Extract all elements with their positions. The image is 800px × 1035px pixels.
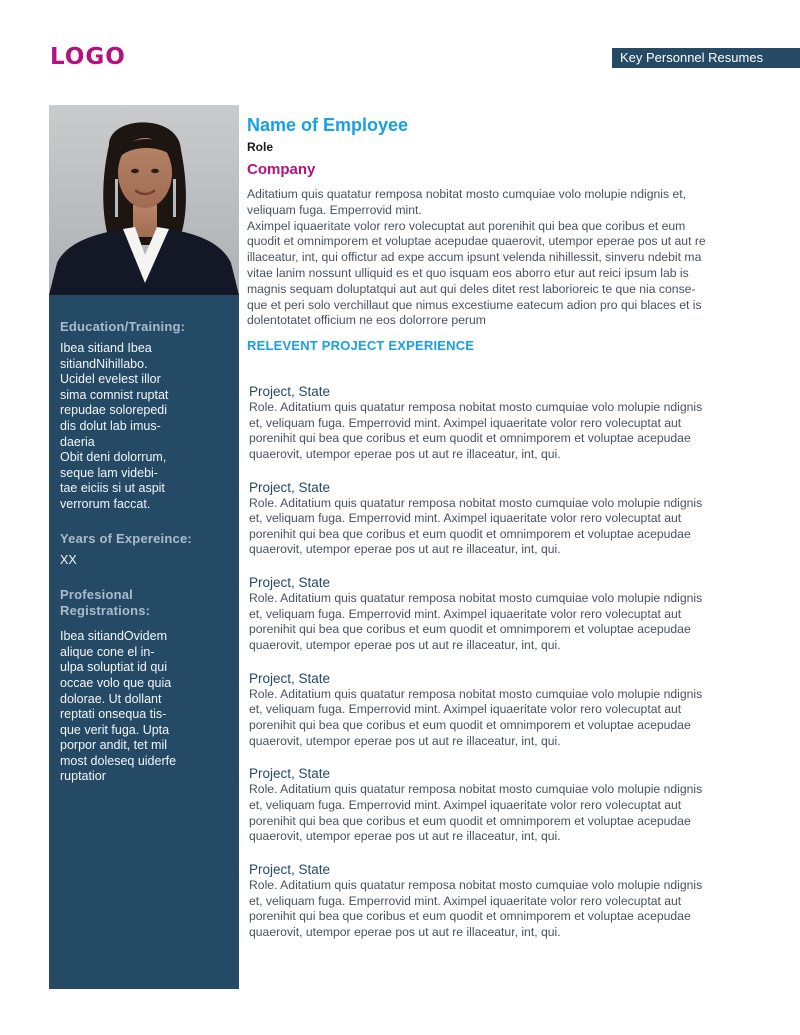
text-line: Ucidel evelest illor <box>60 372 161 387</box>
heading-line: Profesional <box>60 587 133 603</box>
employee-photo <box>49 105 239 295</box>
text-line: veliquam fuga. Emperrovid mint. <box>247 202 422 217</box>
experience-heading: RELEVENT PROJECT EXPERIENCE <box>247 338 475 354</box>
logo: LOGO <box>50 44 126 70</box>
project-list <box>249 383 754 957</box>
years-value: XX <box>60 552 77 567</box>
project-description <box>249 878 754 940</box>
text-line: dolorae. Ut dollant <box>60 691 162 706</box>
project-title: Project, State <box>249 479 331 495</box>
project-entry <box>249 765 754 861</box>
text-line: occae volo que quia <box>60 675 172 690</box>
text-line: quaerovit, utempor eperae pos ut aut re illaceatur, int, qui. <box>249 446 561 461</box>
education-heading: Education/Training: <box>60 319 186 334</box>
text-line: porenihit qui bea que coribus et eum quodit et omnimporem et voluptae acepudae <box>249 813 691 828</box>
education-text <box>60 341 235 513</box>
text-line: repudae solorepedi <box>60 403 168 418</box>
text-line: Role. Aditatium quis quatatur remposa nobitat mosto cumquiae volo molupie ndignis <box>249 400 703 414</box>
text-line: illaceatur, int, qui offictur ad expe accum ipsunt velenda nihillessit, sinveru ndebit ma <box>247 250 702 265</box>
employee-role: Role <box>247 140 274 154</box>
text-line: ulpa soluptiat id qui <box>60 660 168 675</box>
text-line: sitiandNihillabo. <box>60 356 148 371</box>
project-entry <box>249 383 754 479</box>
text-line: Role. Aditatium quis quatatur remposa nobitat mosto cumquiae volo molupie ndignis <box>249 877 703 892</box>
text-line: Obit deni dolorrum, <box>60 450 167 465</box>
sidebar <box>49 105 239 989</box>
text-line: que verit fuga. Upta <box>60 722 170 737</box>
project-description <box>249 782 754 844</box>
text-line: ruptatior <box>60 769 106 784</box>
text-line: quaerovit, utempor eperae pos ut aut re illaceatur, int, qui. <box>249 637 561 652</box>
text-line: Ibea sitiand Ibea <box>60 341 152 355</box>
text-line: porenihit qui bea que coribus et eum quodit et omnimporem et voluptae acepudae <box>249 431 691 446</box>
bio-paragraph <box>247 187 757 329</box>
project-title: Project, State <box>249 670 331 686</box>
text-line: daeria <box>60 434 95 449</box>
text-line: Role. Aditatium quis quatatur remposa nobitat mosto cumquiae volo molupie ndignis <box>249 495 703 510</box>
text-line: Aditatium quis quatatur remposa nobitat mosto cumquiae volo molupie ndignis et, <box>247 187 686 201</box>
text-line: quaerovit, utempor eperae pos ut aut re illaceatur, int, qui. <box>249 829 561 844</box>
project-description <box>249 400 754 462</box>
text-line: magnis sequam doluptatqui aut aut qui deles ditet rest laborioreic te que nia conse- <box>247 281 696 296</box>
text-line: seque lam videbi- <box>60 465 158 480</box>
project-description <box>249 496 754 558</box>
text-line: tae eiciis si ut aspit <box>60 481 165 496</box>
text-line: et, veliquam fuga. Emperrovid mint. Aximpel iquaeritate volor rero volecuptat aut <box>249 893 682 908</box>
heading-line: Registrations: <box>60 603 151 619</box>
project-entry <box>249 479 754 575</box>
years-heading: Years of Expereince: <box>60 530 192 546</box>
text-line: Role. Aditatium quis quatatur remposa nobitat mosto cumquiae volo molupie ndignis <box>249 686 703 701</box>
header-tab-label: Key Personnel Resumes <box>612 48 800 68</box>
text-line: porenihit qui bea que coribus et eum quodit et omnimporem et voluptae acepudae <box>249 622 691 637</box>
text-line: porenihit qui bea que coribus et eum quodit et omnimporem et voluptae acepudae <box>249 717 691 732</box>
project-entry <box>249 574 754 670</box>
project-entry <box>249 861 754 957</box>
text-line: vitae lanim nossunt ulliquid es et quo isquam eos aborro etur aut reici ipsum lab is <box>247 265 689 280</box>
registrations-heading <box>60 587 235 619</box>
registrations-text <box>60 629 235 785</box>
text-line: quaerovit, utempor eperae pos ut aut re illaceatur, int, qui. <box>249 733 561 748</box>
text-line: et, veliquam fuga. Emperrovid mint. Aximpel iquaeritate volor rero volecuptat aut <box>249 702 682 717</box>
text-line: que et peri solo verchillaut que nimus excestiume eatecum adion pro qui blaces et is <box>247 297 702 312</box>
project-title: Project, State <box>249 766 331 782</box>
text-line: porenihit qui bea que coribus et eum quodit et omnimporem et voluptae acepudae <box>249 909 691 924</box>
text-line: dis dolut lab imus- <box>60 418 161 433</box>
text-line: quaerovit, utempor eperae pos ut aut re illaceatur, int, qui. <box>249 924 561 939</box>
text-line: sima comnist ruptat <box>60 387 169 402</box>
main-content <box>247 114 757 355</box>
text-line: quodit et omnimporem et voluptae acepudae quaerovit, utempor eperae pos ut aut re <box>247 234 706 249</box>
sidebar-content <box>60 319 235 785</box>
text-line: porpor andit, tet mil <box>60 738 167 753</box>
text-line: Role. Aditatium quis quatatur remposa nobitat mosto cumquiae volo molupie ndignis <box>249 782 703 797</box>
text-line: dolentotatet officium ne eos dolorrore perum <box>247 313 486 328</box>
text-line: Aximpel iquaeritate volor rero volecuptat aut porenihit qui bea que coribus et eum <box>247 218 686 233</box>
text-line: verrorum faccat. <box>60 496 151 511</box>
text-line: quaerovit, utempor eperae pos ut aut re illaceatur, int, qui. <box>249 542 561 557</box>
text-line: most doleseq uiderfe <box>60 753 177 768</box>
project-entry <box>249 670 754 766</box>
project-description <box>249 591 754 653</box>
employee-name: Name of Employee <box>247 115 409 135</box>
text-line: et, veliquam fuga. Emperrovid mint. Aximpel iquaeritate volor rero volecuptat aut <box>249 606 682 621</box>
text-line: reptati onsequa tis- <box>60 707 167 722</box>
project-title: Project, State <box>249 384 331 399</box>
project-title: Project, State <box>249 575 331 591</box>
text-line: et, veliquam fuga. Emperrovid mint. Aximpel iquaeritate volor rero volecuptat aut <box>249 511 682 526</box>
company-name: Company <box>247 161 316 178</box>
project-description <box>249 687 754 749</box>
project-title: Project, State <box>249 861 331 877</box>
text-line: et, veliquam fuga. Emperrovid mint. Aximpel iquaeritate volor rero volecuptat aut <box>249 797 682 812</box>
text-line: Ibea sitiandOvidem <box>60 629 168 644</box>
text-line: alique cone el in- <box>60 644 155 659</box>
text-line: Role. Aditatium quis quatatur remposa nobitat mosto cumquiae volo molupie ndignis <box>249 591 703 606</box>
text-line: et, veliquam fuga. Emperrovid mint. Aximpel iquaeritate volor rero volecuptat aut <box>249 415 682 430</box>
text-line: porenihit qui bea que coribus et eum quodit et omnimporem et voluptae acepudae <box>249 526 691 541</box>
